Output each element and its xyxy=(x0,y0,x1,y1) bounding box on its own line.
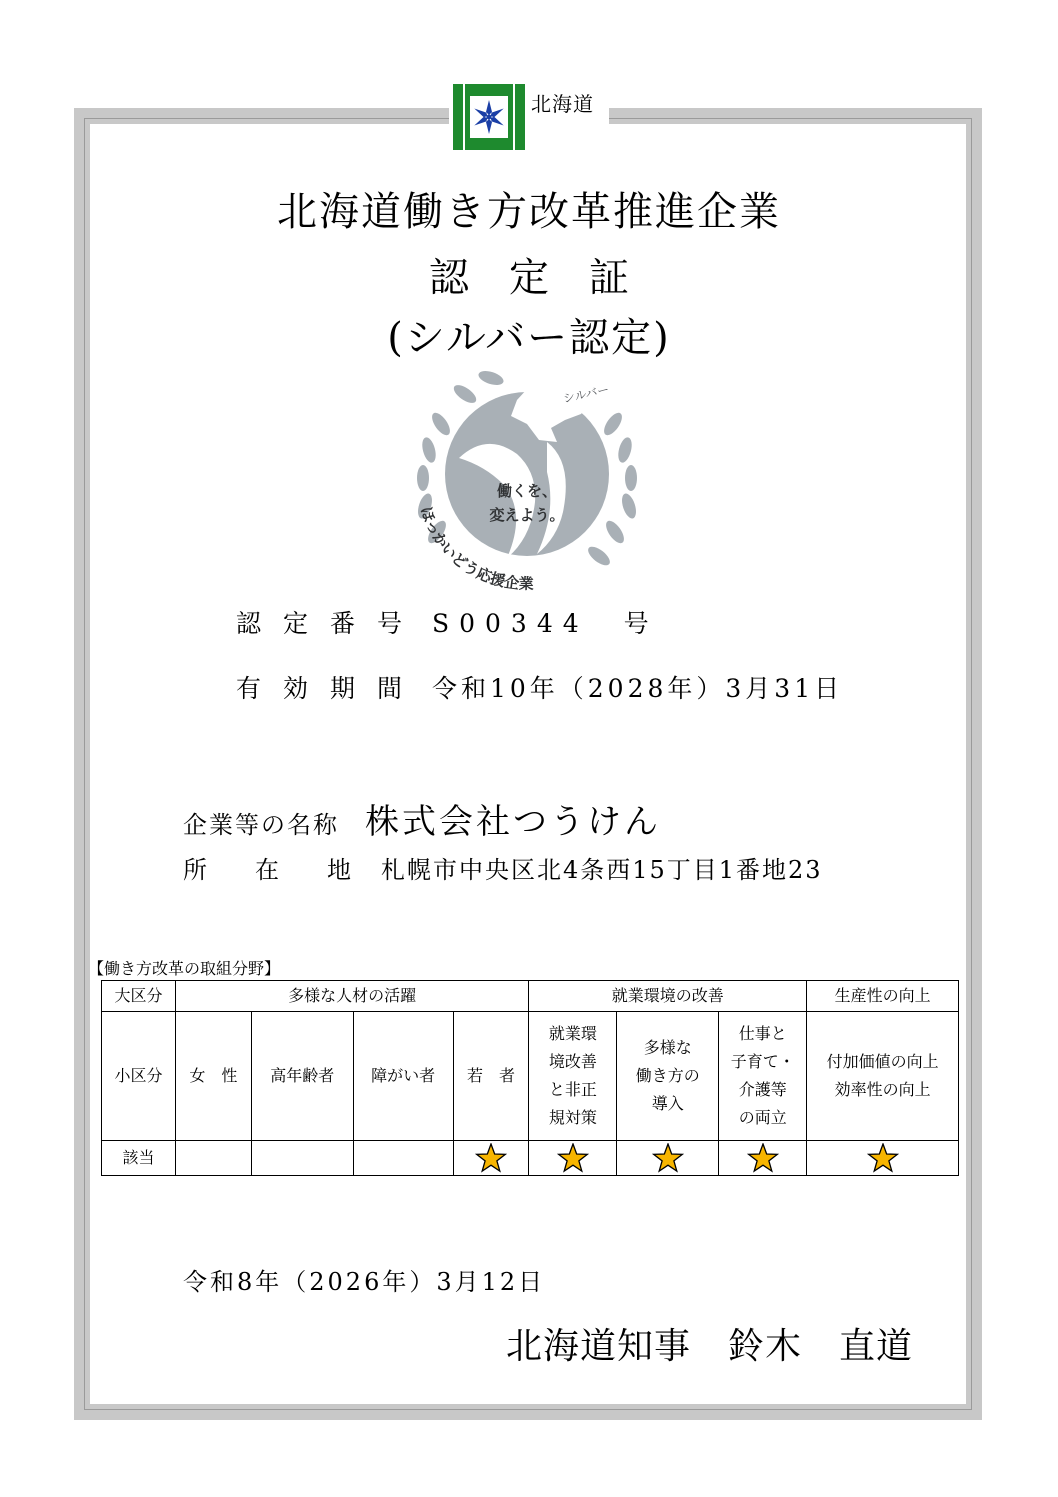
star-icon-shape xyxy=(868,1144,897,1171)
certificate-number-label: 認定番号 xyxy=(236,609,425,638)
address-label: 所 在 地 xyxy=(183,856,351,884)
company-name-value: 株式会社つうけん xyxy=(364,802,661,842)
minor-category-label-line: の両立 xyxy=(738,1108,787,1127)
minor-header: 小区分 xyxy=(102,1012,176,1141)
minor-category-label-line: 働き方の xyxy=(635,1066,700,1085)
certificate-number-row xyxy=(236,604,659,640)
major-header: 大区分 xyxy=(102,981,176,1012)
minor-category-nonregular xyxy=(529,1012,617,1141)
minor-category-women xyxy=(175,1012,251,1141)
minor-category-label-line: と非正 xyxy=(548,1080,597,1099)
minor-category-disabled xyxy=(353,1012,453,1141)
applicable-header: 該当 xyxy=(102,1141,176,1176)
minor-category-productivity xyxy=(807,1012,959,1141)
certificate-subtitle: 認定証 xyxy=(429,255,669,301)
company-name-row xyxy=(183,794,661,843)
validity-value: 令和10年（2028年）3月31日 xyxy=(431,674,844,703)
certificate-title: 北海道働き方改革推進企業 xyxy=(277,189,781,235)
star-icon xyxy=(747,1143,779,1173)
certificate-rank: (シルバー認定) xyxy=(387,315,671,361)
issue-date: 令和8年（2026年）3月12日 xyxy=(183,1268,546,1296)
minor-category-label-line: 規対策 xyxy=(548,1108,597,1127)
star-icon xyxy=(652,1143,684,1173)
group-work-environment: 就業環境の改善 xyxy=(529,981,807,1012)
flag-left-bar xyxy=(453,84,463,150)
minor-category-label-line: 就業環 xyxy=(548,1024,597,1043)
minor-category-label-line: 介護等 xyxy=(738,1080,787,1099)
star-icon xyxy=(557,1143,589,1173)
emblem-arc-text: ほっかいどう応援企業 xyxy=(416,504,534,592)
minor-category-row xyxy=(102,1012,959,1141)
areas-caption: 【働き方改革の取組分野】 xyxy=(88,959,281,978)
minor-category-work-life xyxy=(719,1012,807,1141)
applicable-mark-elderly xyxy=(251,1141,353,1176)
minor-category-label-line: 高年齢者 xyxy=(270,1066,335,1085)
minor-category-label-line: 効率性の向上 xyxy=(834,1080,931,1099)
minor-category-youth xyxy=(453,1012,529,1141)
minor-category-label-line: 境改善 xyxy=(548,1052,597,1071)
address-value: 札幌市中央区北4条西15丁目1番地23 xyxy=(380,856,823,884)
star-icon-shape xyxy=(654,1144,683,1171)
work-style-areas-table xyxy=(101,980,959,1176)
star-icon xyxy=(475,1143,507,1173)
applicable-row xyxy=(102,1141,959,1176)
validity-label: 有効期間 xyxy=(236,674,425,703)
emblem-slogan-line1: 働くを、 xyxy=(496,482,558,500)
company-name-label: 企業等の名称 xyxy=(183,811,339,839)
star-icon-shape xyxy=(559,1144,588,1171)
hokkaido-flag-logo xyxy=(449,80,609,154)
signer: 北海道知事 鈴木 直道 xyxy=(506,1326,914,1367)
minor-category-elderly xyxy=(251,1012,353,1141)
certificate-number-value: S00344 号 xyxy=(431,609,659,638)
star-icon-shape xyxy=(477,1144,506,1171)
hokkaido-star-emblem-icon xyxy=(465,88,513,146)
star-icon-shape xyxy=(748,1144,777,1171)
applicable-mark-disabled xyxy=(353,1141,453,1176)
star-icon xyxy=(867,1143,899,1173)
applicable-mark-flexible-work xyxy=(617,1141,719,1176)
minor-category-flexible-work xyxy=(617,1012,719,1141)
minor-category-label-line: 仕事と xyxy=(738,1024,787,1043)
flag-label: 北海道 xyxy=(531,92,594,116)
minor-category-label-line: 子育て・ xyxy=(730,1052,795,1071)
silver-certification-emblem xyxy=(407,362,647,592)
minor-category-label-line: 若 者 xyxy=(467,1066,516,1085)
minor-category-label-line: 付加価値の向上 xyxy=(826,1052,939,1071)
applicable-mark-youth xyxy=(453,1141,529,1176)
emblem-slogan-line2: 変えよう。 xyxy=(489,506,565,524)
minor-category-label-line: 女 性 xyxy=(189,1066,238,1085)
emblem-rank-label: シルバー xyxy=(561,382,611,406)
applicable-mark-work-life xyxy=(719,1141,807,1176)
minor-category-label-line: 多様な xyxy=(643,1038,692,1057)
applicable-mark-productivity xyxy=(807,1141,959,1176)
major-category-row xyxy=(102,981,959,1012)
minor-category-label-line: 障がい者 xyxy=(371,1066,436,1085)
address-row xyxy=(183,850,823,885)
applicable-mark-women xyxy=(175,1141,251,1176)
flag-right-bar xyxy=(515,84,525,150)
validity-row xyxy=(236,669,843,705)
group-productivity: 生産性の向上 xyxy=(807,981,959,1012)
minor-category-label-line: 導入 xyxy=(651,1094,684,1113)
group-diverse-talent: 多様な人材の活躍 xyxy=(175,981,529,1012)
applicable-mark-nonregular xyxy=(529,1141,617,1176)
